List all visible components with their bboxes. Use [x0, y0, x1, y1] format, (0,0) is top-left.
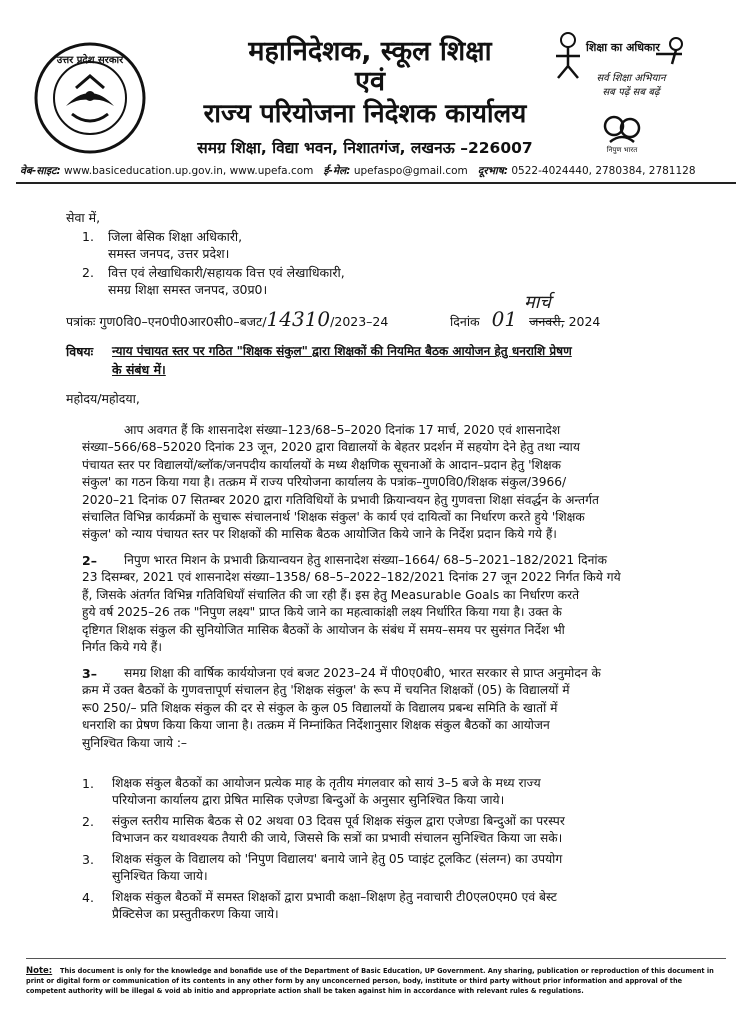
date-day-handwritten: 01 — [491, 307, 518, 331]
list-item-1 — [112, 775, 716, 810]
paragraph-2 — [82, 552, 716, 656]
subject-line1: न्याय पंचायत स्तर पर गठित "शिक्षक संकुल" द्वारा शिक्षकों की नियमित बैठक आयोजन हेतु धनराशि प्रेषण — [112, 344, 572, 358]
list-item-1-number: 1. — [82, 776, 94, 791]
para1-line: संकुल' को न्याय पंचायत स्तर पर शिक्षकों की मासिक बैठक आयोजित किये जाने के निर्देश प्रदान किये गये हैं। — [82, 527, 557, 542]
rte-text: शिक्षा का अधिकार — [586, 41, 660, 54]
phone-label: दूरभाष: — [477, 165, 509, 177]
para1-line: 2020–21 दिनांक 07 सितम्बर 2020 द्वारा गतिविधियों के प्रभावी क्रियान्वयन हेतु गुणवत्ता शिक्षा संवर्द्धन के अन्तर्गत — [82, 492, 599, 507]
paragraph-1 — [82, 422, 716, 544]
ssa-slogan: सब पढ़ें सब बढ़ें — [602, 87, 660, 98]
list-item-2-line: संकुल स्तरीय मासिक बैठक से 02 अथवा 03 दिवस पूर्व शिक्षक संकुल द्वारा एजेण्डा बिन्दुओं का परस्पर — [112, 814, 565, 828]
note-label: Note: — [26, 966, 53, 976]
recipient-2-line2: समग्र शिक्षा समस्त जनपद, उ0प्र0। — [108, 282, 268, 297]
para2-line: निपुण भारत मिशन के प्रभावी क्रियान्वयन हेतु शासनादेश संख्या–1664/ 68–5–2021–182/2021 दिनांक — [124, 553, 607, 567]
paragraph-3-number: 3– — [82, 666, 97, 681]
ssa-text: सर्व शिक्षा अभियान — [596, 73, 666, 84]
reference-number-handwritten: 14310 — [266, 307, 331, 331]
recipient-2-number: 2. — [82, 265, 94, 280]
list-item-3-line: शिक्षक संकुल के विद्यालय को 'निपुण विद्यालय' बनाये जाने हेतु 05 प्वाइंट टूलकिट (संलग्न) का उपयोग — [112, 852, 563, 866]
phone-value: 0522-4024440, 2780384, 2781128 — [511, 165, 696, 177]
contact-row — [20, 164, 732, 178]
recipient-2-line1: वित्त एवं लेखाधिकारी/सहायक वित्त एवं लेखाधिकारी, — [108, 265, 345, 280]
date-year: 2024 — [568, 314, 601, 329]
office-title-line3: राज्य परियोजना निदेशक कार्यालय — [203, 99, 527, 129]
para1-line: संचालित विभिन्न कार्यक्रमों के सुचारू संचालनार्थ 'शिक्षक संकुल' के कार्य एवं दायित्वों का निर्धारण करते हुये 'शिक्षक — [82, 510, 585, 525]
recipient-1-line2: समस्त जनपद, उत्तर प्रदेश। — [108, 246, 230, 261]
list-item-1-line: परियोजना कार्यालय द्वारा प्रेषित मासिक एजेण्डा बिन्दुओं के अनुसार सुनिश्चित किया जाये। — [112, 793, 505, 808]
paragraph-2-number: 2– — [82, 553, 97, 568]
para2-line: हुये वर्ष 2025–26 तक "निपुण लक्ष्य" प्राप्त किये जाने का महत्वाकांक्षी लक्ष्य निर्धारित किया गया है। उक्त के — [82, 605, 562, 620]
list-item-1-line: शिक्षक संकुल बैठकों का आयोजन प्रत्येक माह के तृतीय मंगलवार को सायं 3–5 बजे के मध्य राज्य — [112, 776, 541, 790]
web-label: वेब-साइट: — [20, 165, 61, 177]
emblem-text: उत्तर प्रदेश सरकार — [56, 55, 124, 66]
list-item-4-line: शिक्षक संकुल बैठकों में समस्त शिक्षकों द्वारा प्रभावी कक्षा–शिक्षण हेतु नवाचारी टी0एल0एम0 एवं बेस्ट — [112, 890, 557, 904]
note-body: This document is only for the knowledge and bonafide use of the Department of Basic Education, UP Government. Any sharing, publication or reproduction of this document in print or digital form or communication of its contents in any other form by any unconcerned person, body, institute or third party without prior information and approval of the competent authority will be illegal & void ab initio and appropriate action shall be taken against him in accordance with relevant rules & regulations. — [26, 967, 714, 995]
reference-row — [66, 307, 389, 331]
para3-line: क्रम में उक्त बैठकों के गुणवत्तापूर्ण संचालन हेतु 'शिक्षक संकुल' के रूप में चयनित शिक्षकों (05) के विद्यालयों में — [82, 683, 570, 698]
list-item-4 — [112, 889, 716, 924]
rte-ssa-logo — [548, 26, 688, 106]
list-item-2-line: विभाजन कर यथावश्यक तैयारी की जाये, जिससे कि सत्रों का प्रभावी संचालन सुनिश्चित किया जा सके। — [112, 831, 563, 846]
salutation: महोदय/महोदया, — [66, 391, 140, 406]
recipient-1-number: 1. — [82, 229, 94, 244]
list-item-3-line: सुनिश्चित किया जाये। — [112, 869, 208, 884]
web-value[interactable]: www.basiceducation.up.gov.in, www.upefa.com — [64, 165, 314, 177]
office-address: समग्र शिक्षा, विद्या भवन, निशातगंज, लखनऊ –226007 — [197, 139, 533, 157]
para2-line: निर्गत किये गये हैं। — [82, 640, 162, 655]
office-title-line2: एवं — [355, 66, 385, 97]
list-item-2 — [112, 813, 716, 848]
date-label: दिनांक — [450, 314, 480, 329]
list-item-4-number: 4. — [82, 890, 94, 905]
email-label: ई-मेल: — [323, 165, 351, 177]
office-title-line1: महानिदेशक, स्कूल शिक्षा — [248, 36, 492, 67]
reference-prefix: गुण0वि0–एन0पी0आर0सी0–बजट/ — [99, 314, 267, 329]
subject-label: विषयः — [66, 344, 94, 359]
para3-line: समग्र शिक्षा की वार्षिक कार्ययोजना एवं बजट 2023–24 में पी0ए0बी0, भारत सरकार से प्राप्त अनुमोदन के — [124, 666, 601, 680]
subject-line2: के संबंध में। — [112, 362, 166, 377]
up-government-emblem — [32, 40, 148, 156]
list-item-3 — [112, 851, 716, 886]
para3-line: सुनिश्चित किया जाये :– — [82, 735, 188, 750]
nipun-bharat-logo — [600, 112, 644, 156]
para3-line: रू0 250/– प्रति शिक्षक संकुल की दर से संकुल के कुल 05 विद्यालयों के विद्यालय प्रबन्ध समिति के खातों में — [82, 700, 558, 715]
note-text — [26, 966, 716, 996]
email-value[interactable]: upefaspo@gmail.com — [353, 165, 468, 177]
recipient-1-line1: जिला बेसिक शिक्षा अधिकारी, — [108, 229, 243, 244]
paragraph-3 — [82, 665, 716, 752]
date-month-printed: जनवरी, — [529, 314, 565, 329]
para1-line: आप अवगत हैं कि शासनादेश संख्या–123/68–5–2020 दिनांक 17 मार्च, 2020 एवं शासनादेश — [124, 423, 561, 437]
footer-divider — [26, 958, 726, 959]
header-divider — [16, 182, 736, 184]
para1-line: संकुल' का गठन किया गया है। तत्क्रम में राज्य परियोजना कार्यालय के पत्रांक–गुण0वि0/शिक्षक संकुल/3966/ — [82, 475, 567, 490]
para2-line: हैं, जिसके अंतर्गत विभिन्न गतिविधियाँ संचालित की जा रही हैं। इस हेतु Measurable Goals का निर्धारण करते — [82, 587, 580, 602]
list-item-3-number: 3. — [82, 852, 94, 867]
reference-suffix: /2023–24 — [330, 314, 389, 329]
para3-line: धनराशि का प्रेषण किया किया जाना है। तत्क्रम में निम्नांकित निर्देशानुसार शिक्षक संकुल बैठकों का आयोजन — [82, 718, 550, 733]
reference-label: पत्रांकः — [66, 314, 96, 329]
para1-line: पंचायत स्तर पर विद्यालयों/ब्लॉक/जनपदीय कार्यालयों के मध्य शैक्षणिक सूचनाओं के आदान–प्रदान हेतु 'शिक्षक — [82, 457, 561, 472]
nipun-bharat-text: निपुण भारत — [606, 146, 638, 154]
seva-line: सेवा में, — [66, 210, 101, 225]
para2-line: दृष्टिगत शिक्षक संकुल की सुनियोजित मासिक बैठकों के आयोजन के संबंध में समय–समय पर सुसंगत निर्देश भी — [82, 622, 565, 637]
list-item-4-line: प्रैक्टिसेज का प्रस्तुतीकरण किया जाये। — [112, 907, 279, 922]
para1-line: संख्या–566/68–52020 दिनांक 23 जून, 2020 द्वारा विद्यालयों के बेहतर प्रदर्शन में सहयोग देने हेतु तथा न्याय — [82, 440, 580, 455]
para2-line: 23 दिसम्बर, 2021 एवं शासनादेश संख्या–1358/ 68–5–2022–182/2021 दिनांक 27 जून 2022 निर्गत किये गये — [82, 570, 621, 585]
date-month-handwritten: मार्च — [524, 292, 551, 313]
list-item-2-number: 2. — [82, 814, 94, 829]
